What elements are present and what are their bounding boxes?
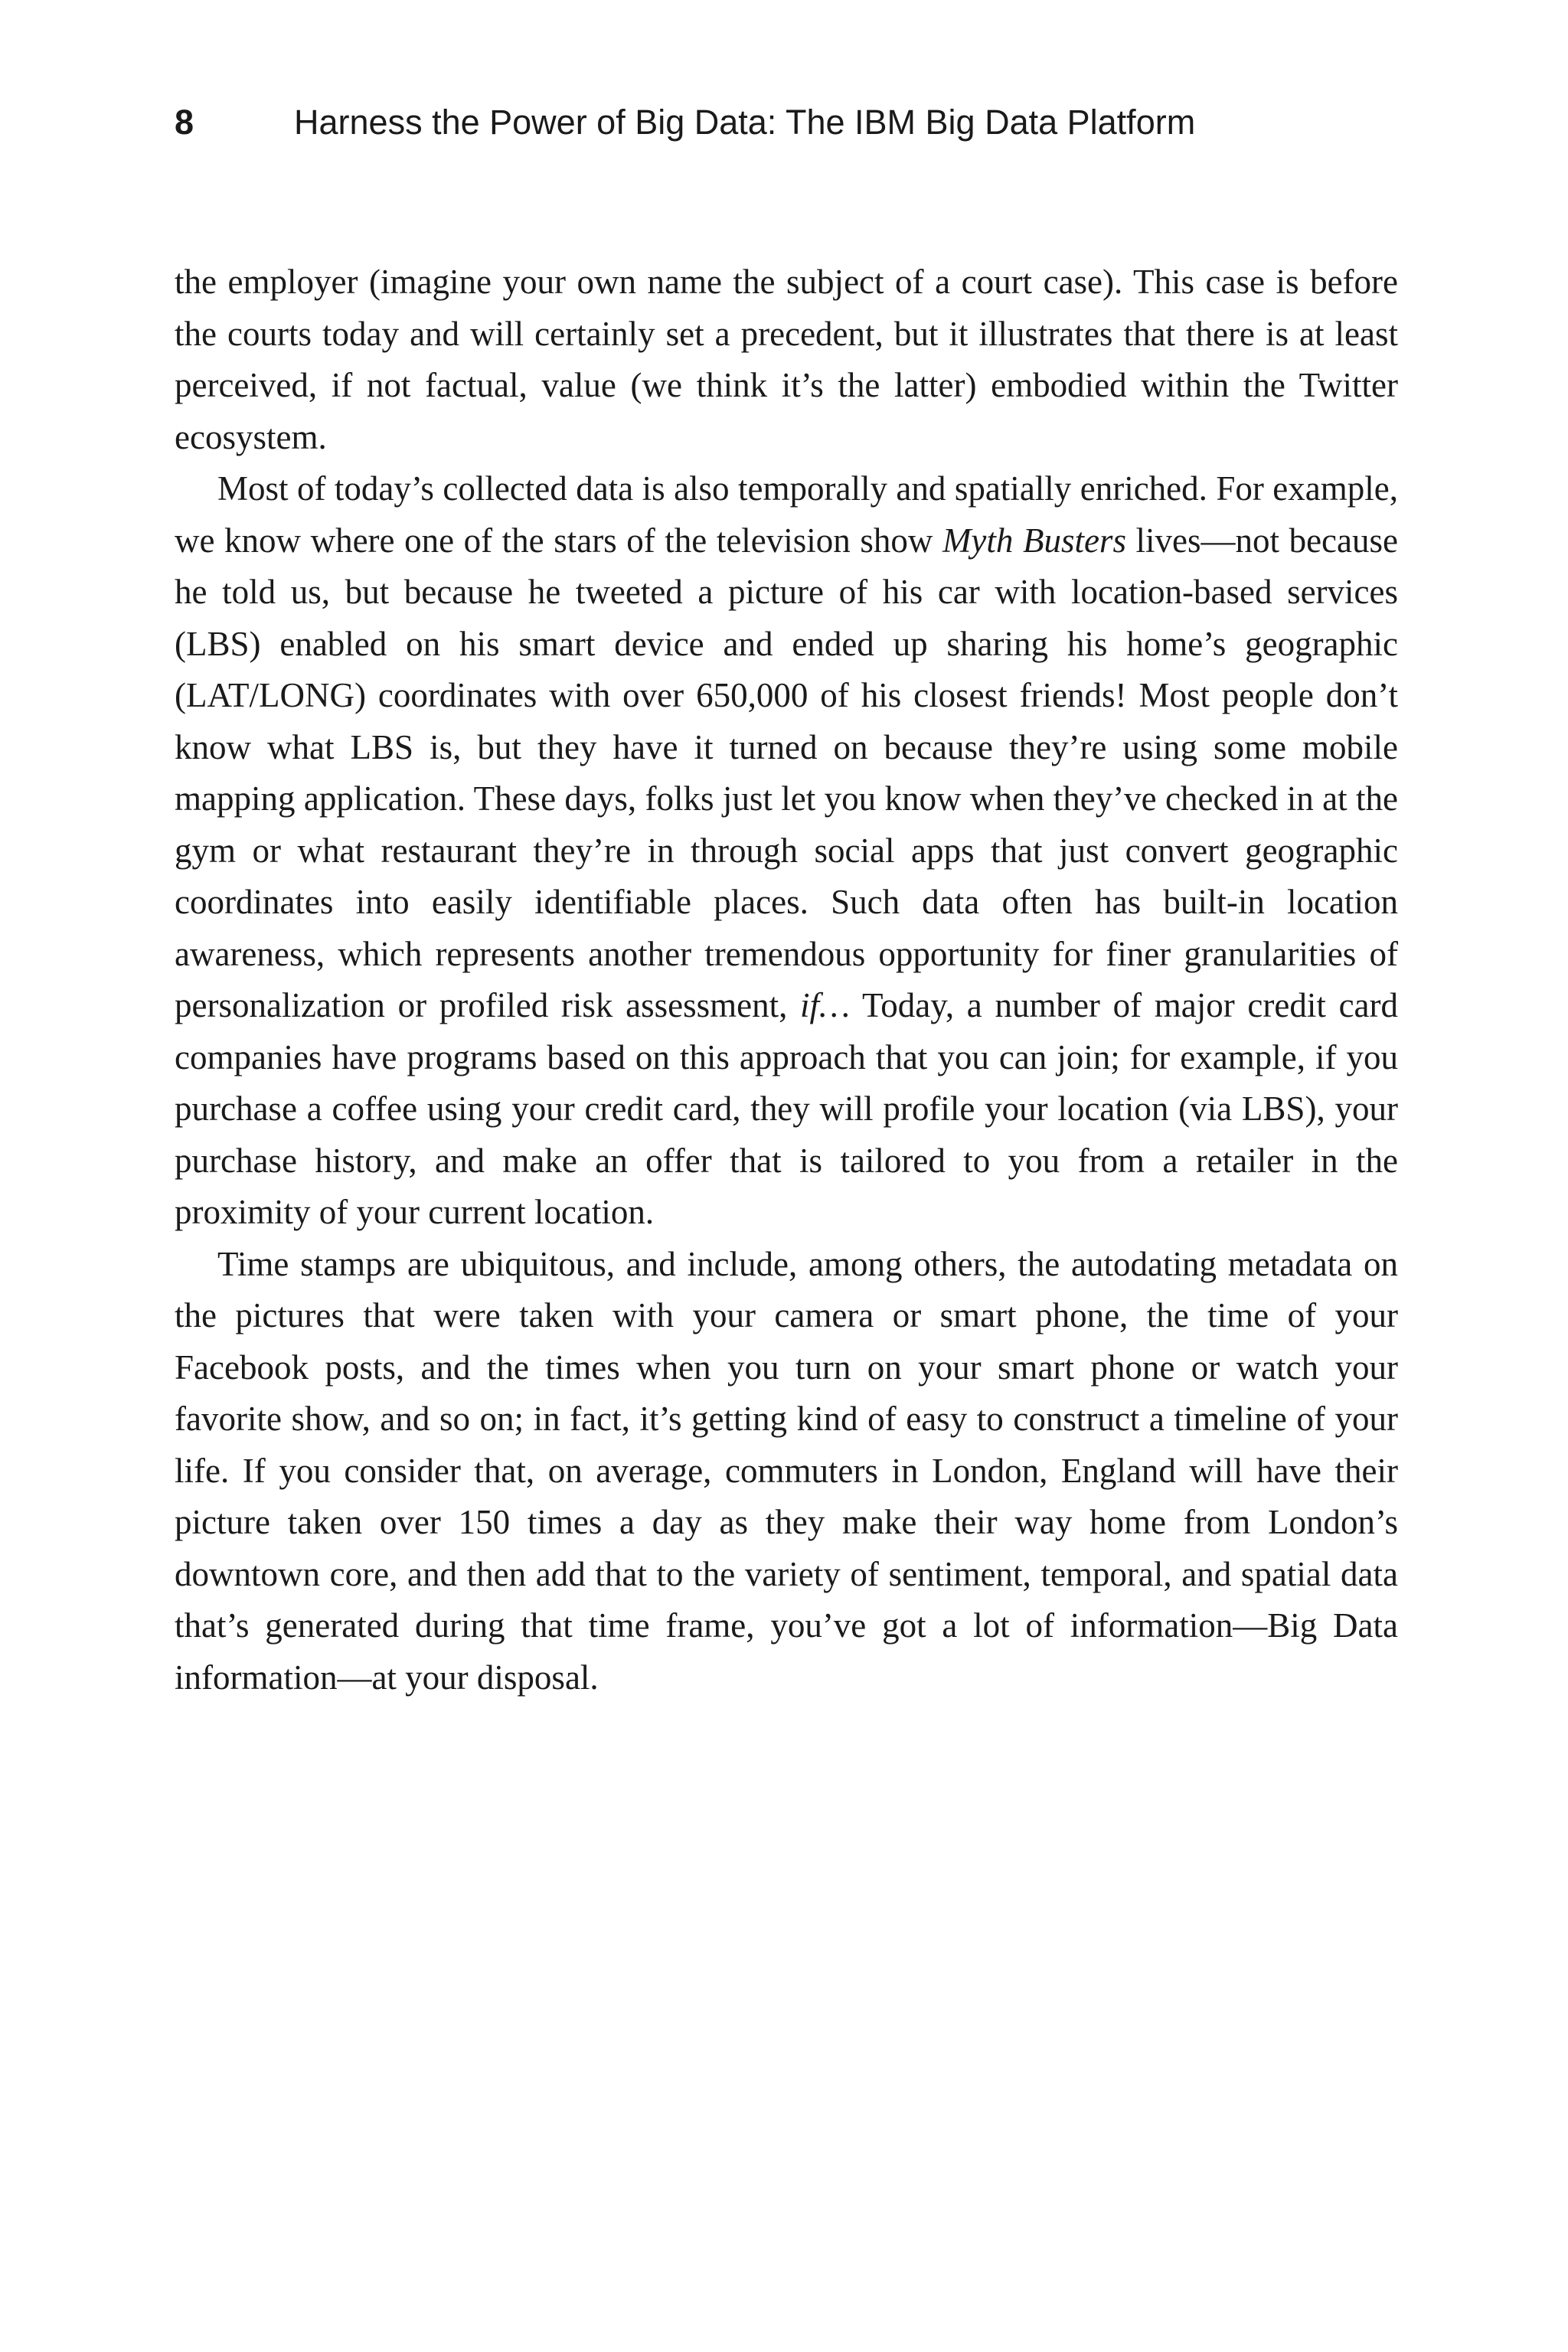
page-number: 8 bbox=[175, 103, 194, 142]
italic-if: if… bbox=[800, 986, 851, 1024]
italic-show-title: Myth Busters bbox=[942, 521, 1126, 560]
paragraph-text: Most of today’s collected data is also temporally and spatially enriched. For example, we know where one of the stars of the television show bbox=[175, 469, 1398, 560]
running-title: Harness the Power of Big Data: The IBM Big Data Platform bbox=[294, 103, 1196, 142]
running-head bbox=[175, 98, 1400, 147]
paragraph-text: lives—not because he told us, but because he tweeted a picture of his car with location-based services (LBS) enabled on his smart device and ended up sharing his home’s geographic (LAT/LONG) coordinates with over 650,000 of his closest friends! Most people don’t know what LBS is, but they have it turned on because they’re using some mobile mapping application. These days, folks just let you know when they’ve checked in at the gym or what restaurant they’re in through social apps that just convert geographic coordinates into easily identifiable places. Such data often has built-in location awareness, which represents another tremendous opportunity for finer granularities of personalization or profiled risk assessment, bbox=[175, 521, 1398, 1024]
paragraph-time-stamps: Time stamps are ubiquitous, and include, among others, the autodating metadata on the pictures that were taken with your camera or smart phone, the time of your Facebook posts, and the times when you turn on your smart phone or watch your favorite show, and so on; in fact, it’s getting kind of easy to construct a timeline of your life. If you consider that, on average, commuters in London, England will have their picture taken over 150 times a day as they make their way home from London’s downtown core, and then add that to the variety of sentiment, temporal, and spatial data that’s generated during that time frame, you’ve got a lot of information—Big Data information—at your disposal. bbox=[175, 1244, 1398, 1697]
body-text bbox=[175, 256, 1398, 1704]
paragraph-text: Today, a number of major credit card companies have programs based on this approach that you can join; for example, if you purchase a coffee using your credit card, they will profile your location (via LBS), your purchase history, and make an offer that is tailored to you from a retailer in the proximity of your current location. bbox=[175, 986, 1398, 1231]
paragraph-location-data bbox=[175, 463, 1398, 1239]
paragraph-continued: the employer (imagine your own name the subject of a court case). This case is before the courts today and will certainly set a precedent, but it illustrates that there is at least perceived, if not factual, value (we think it’s the latter) embodied within the Twitter ecosystem. bbox=[175, 263, 1398, 456]
